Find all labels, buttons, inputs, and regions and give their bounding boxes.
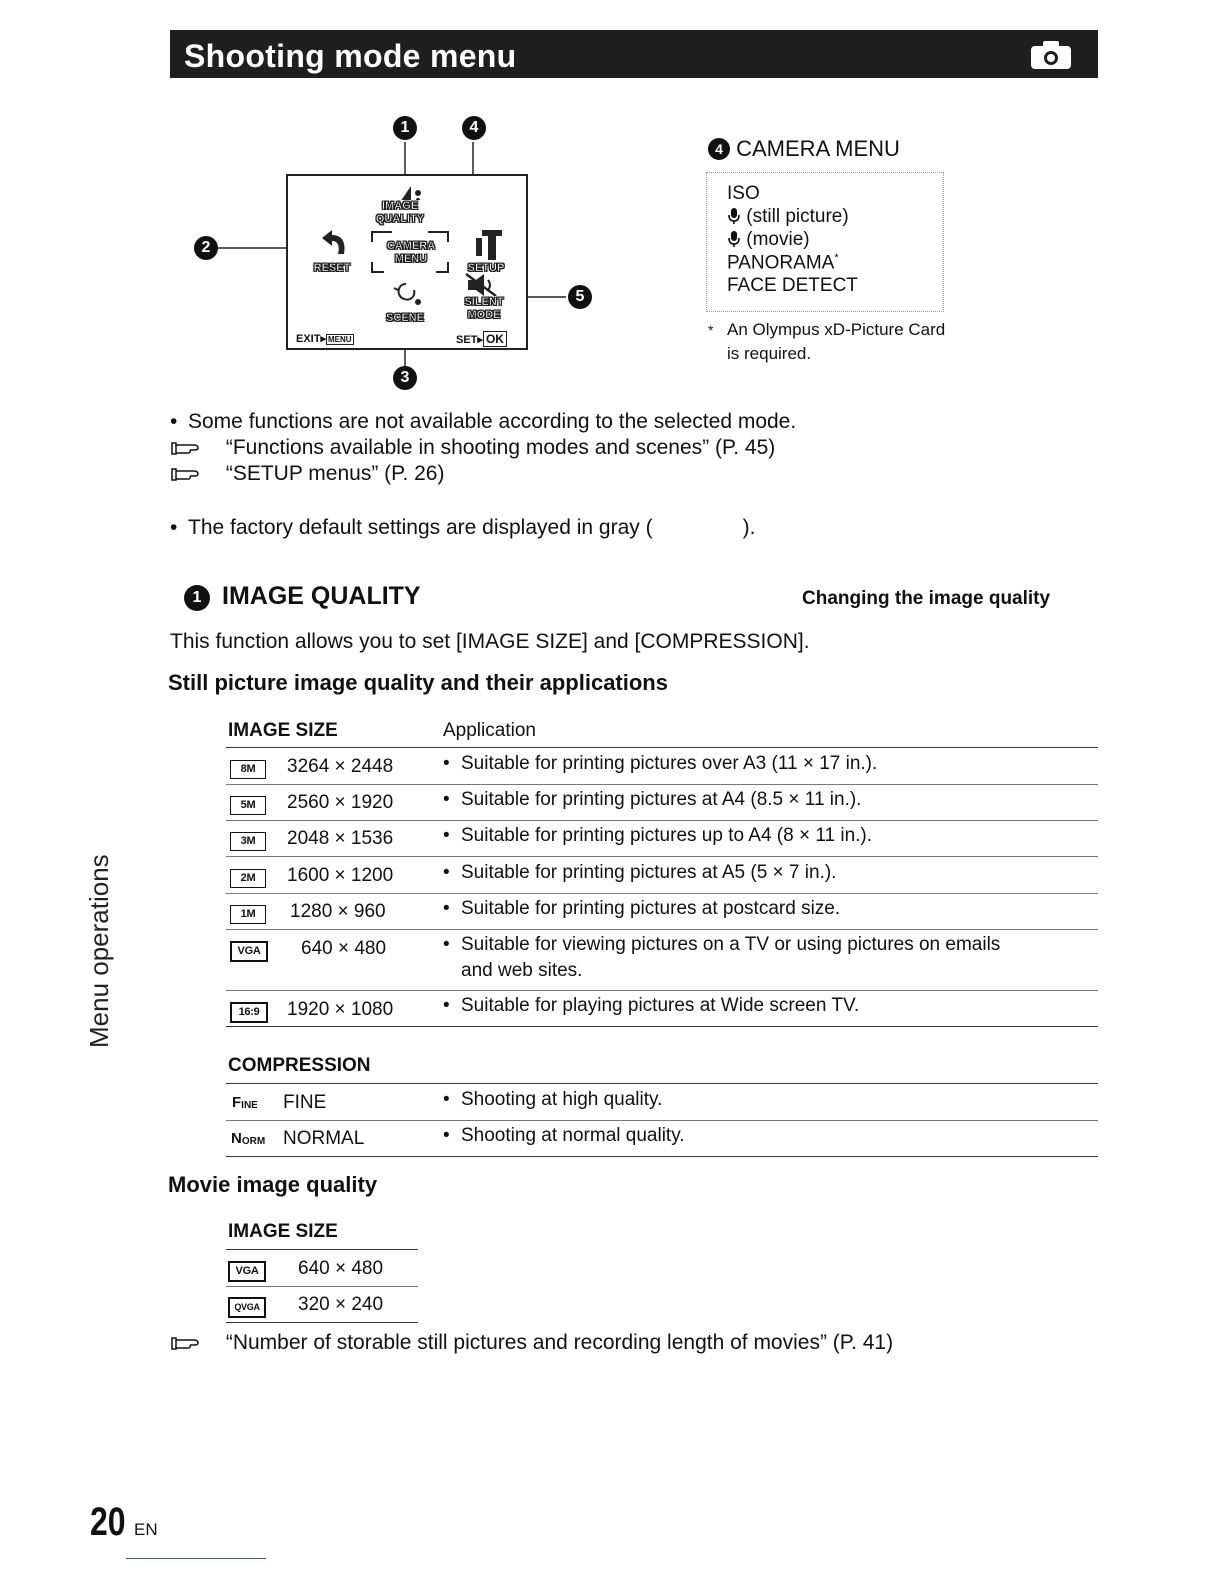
menu-item-image-quality: IMAGE QUALITY	[372, 200, 428, 226]
compression-fine-label: FINE	[283, 1092, 327, 1113]
table-rule	[226, 747, 1098, 748]
camera-menu-item-panorama: PANORAMA*	[727, 252, 839, 274]
table-row-size: 2048 × 1536	[287, 828, 394, 849]
reference-functions-available: “Functions available in shooting modes and scenes” (P. 45)	[170, 436, 775, 460]
set-hint: SET▸ OK	[456, 332, 507, 346]
compression-fine-app: • Shooting at high quality.	[443, 1089, 663, 1110]
table-row-size: 640 × 480	[301, 938, 387, 959]
still-col-image-size: IMAGE SIZE	[228, 720, 338, 741]
table-row-app: • Suitable for printing pictures at A5 (5 × 7 in.).	[443, 862, 837, 883]
reference-hand-icon	[170, 466, 202, 482]
menu-key-icon: MENU	[327, 335, 352, 344]
movie-qvga-icon: QVGA	[228, 1297, 266, 1318]
callout-1: 1	[393, 116, 417, 140]
table-row-app: • Suitable for printing pictures at postcard size.	[443, 898, 841, 919]
camera-menu-screen	[286, 174, 528, 350]
size-vga-icon: VGA	[230, 941, 268, 962]
table-row-size: 2560 × 1920	[287, 792, 394, 813]
section-subtitle: Changing the image quality	[802, 588, 1051, 609]
page-language: EN	[134, 1520, 158, 1539]
callout-5: 5	[568, 285, 592, 309]
movie-col-image-size: IMAGE SIZE	[228, 1221, 338, 1242]
camera-menu-item-mic-still: (still picture)	[727, 206, 849, 228]
camera-menu-item-face-detect: FACE DETECT	[727, 275, 858, 296]
still-col-application: Application	[443, 720, 536, 741]
movie-row-size: 640 × 480	[298, 1258, 384, 1279]
menu-item-scene: SCENE	[378, 312, 432, 325]
camera-menu-title: 4 CAMERA MENU	[708, 136, 900, 162]
menu-item-camera-menu: CAMERA MENU	[382, 240, 440, 266]
silent-mode-icon	[464, 272, 500, 298]
table-row-size: 1920 × 1080	[287, 999, 394, 1020]
page-footer-rule	[126, 1558, 266, 1559]
compression-normal-app: • Shooting at normal quality.	[443, 1125, 685, 1146]
note-bullet-availability: • Some functions are not available according to the selected mode.	[170, 410, 797, 433]
menu-item-reset: RESET	[306, 262, 358, 275]
menu-item-setup: SETUP	[460, 262, 512, 275]
size-16-9-icon: 16:9	[230, 1002, 268, 1023]
reference-hand-icon	[170, 1335, 202, 1351]
size-1m-icon: 1M	[230, 905, 266, 924]
ok-key-icon: OK	[483, 331, 507, 347]
menu-item-silent-mode: SILENT MODE	[456, 296, 512, 322]
size-2m-icon: 2M	[230, 869, 266, 888]
camera-menu-item-iso: ISO	[727, 183, 760, 204]
normal-quality-icon: NORM	[231, 1130, 266, 1147]
note-bullet-factory-default: • The factory default settings are displayed in gray ( ).	[170, 516, 756, 539]
table-row-app: • Suitable for printing pictures over A3 (11 × 17 in.).	[443, 753, 878, 774]
movie-row-size: 320 × 240	[298, 1294, 384, 1315]
sidebar-chapter-label: Menu operations	[84, 854, 114, 1048]
movie-vga-icon: VGA	[228, 1261, 266, 1282]
camera-menu-list	[706, 172, 944, 312]
camera-menu-item-mic-movie: (movie)	[727, 229, 810, 251]
size-8m-icon: 8M	[230, 760, 266, 779]
reference-storable-pictures: “Number of storable still pictures and recording length of movies” (P. 41)	[170, 1331, 893, 1355]
table-row-size: 3264 × 2448	[287, 756, 394, 777]
microphone-icon	[727, 207, 741, 225]
page-number: 20	[90, 1500, 126, 1544]
callout-2: 2	[194, 236, 218, 260]
size-3m-icon: 3M	[230, 832, 266, 851]
table-row-size: 1600 × 1200	[287, 865, 394, 886]
setup-wrench-icon	[472, 228, 504, 262]
table-row-app: • Suitable for printing pictures up to A4 (8 × 11 in.).	[443, 825, 873, 846]
fine-quality-icon: FINE	[232, 1094, 258, 1111]
scene-icon	[388, 280, 424, 310]
movie-table-heading: Movie image quality	[168, 1172, 378, 1197]
callout-3: 3	[393, 366, 417, 390]
callout-4: 4	[462, 116, 486, 140]
still-table-heading: Still picture image quality and their applications	[168, 670, 668, 695]
reference-setup-menus: “SETUP menus” (P. 26)	[170, 462, 444, 486]
page-title: Shooting mode menu	[184, 38, 517, 74]
reset-arrow-icon	[314, 228, 348, 258]
reference-hand-icon	[170, 440, 202, 456]
camera-icon	[1030, 40, 1072, 70]
exit-hint: EXIT▸ MENU	[296, 333, 352, 345]
section-image-quality-title: 1 IMAGE QUALITY	[184, 582, 421, 611]
table-row-app: • Suitable for playing pictures at Wide screen TV.	[443, 995, 860, 1016]
table-row-app: • Suitable for viewing pictures on a TV or using pictures on emails and web sites.	[443, 934, 1001, 981]
table-row-app: • Suitable for printing pictures at A4 (8.5 × 11 in.).	[443, 789, 862, 810]
compression-heading: COMPRESSION	[228, 1055, 371, 1076]
section-intro: This function allows you to set [IMAGE SIZE] and [COMPRESSION].	[170, 630, 810, 653]
size-5m-icon: 5M	[230, 796, 266, 815]
microphone-icon	[727, 230, 741, 248]
table-row-size: 1280 × 960	[290, 901, 386, 922]
compression-normal-label: NORMAL	[283, 1128, 365, 1149]
camera-menu-footnote: * An Olympus xD-Picture Card is required.	[708, 320, 946, 363]
